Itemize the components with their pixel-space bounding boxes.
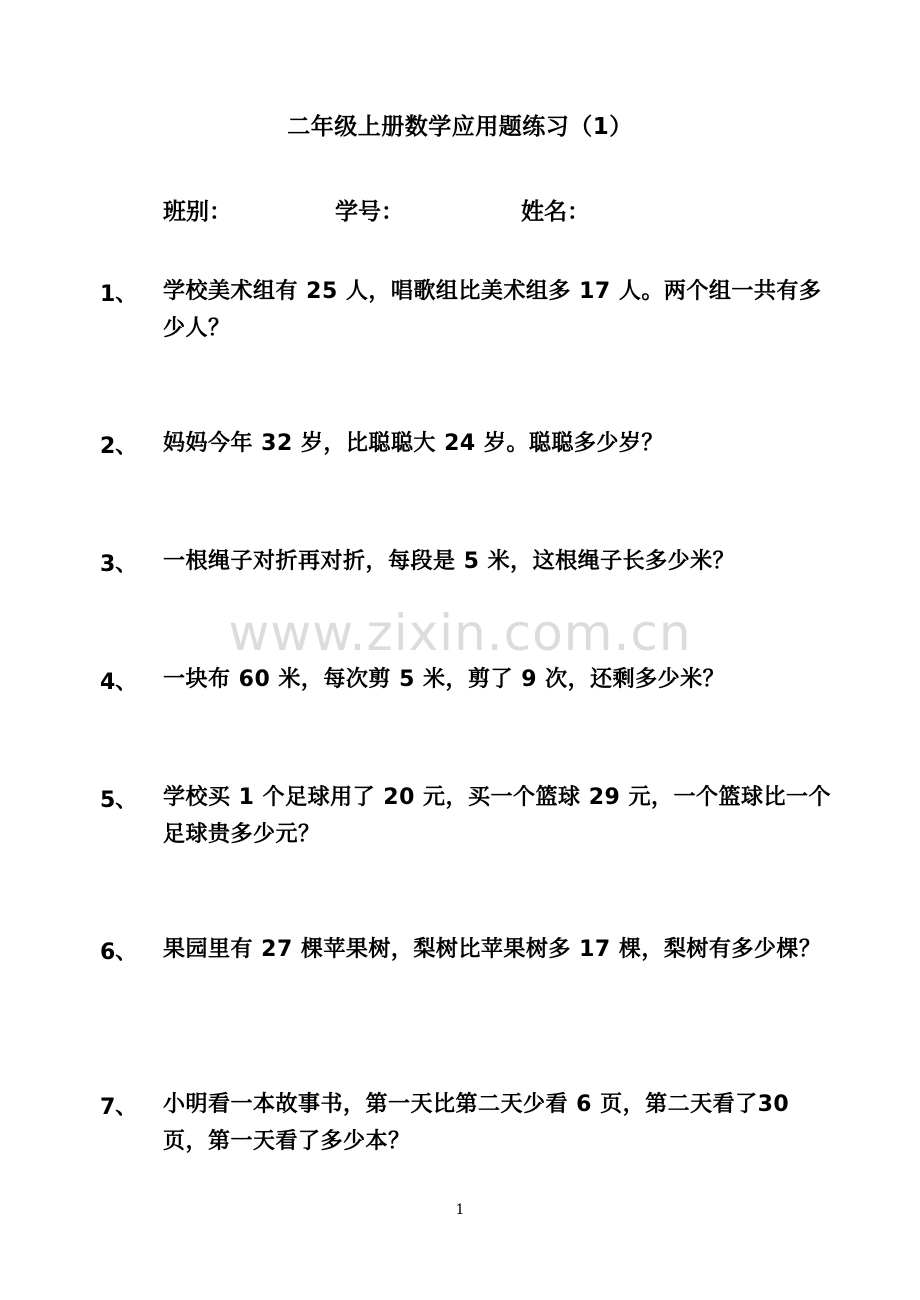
- question-text: 小明看一本故事书，第一天比第二天少看 6 页，第二天看了30 页，第一天看了多少本？: [163, 1092, 790, 1154]
- question-text: 一根绳子对折再对折，每段是 5 米，这根绳子长多少米？: [163, 549, 736, 574]
- question-number: 2、: [100, 434, 138, 459]
- question-number: 1、: [100, 282, 138, 307]
- question-number: 4、: [100, 670, 138, 695]
- question-text: 学校买 1 个足球用了 20 元，买一个篮球 29 元，一个篮球比一个足球贵多少元？: [163, 785, 831, 847]
- question-text: 妈妈今年 32 岁，比聪聪大 24 岁。聪聪多少岁？: [163, 431, 664, 456]
- watermark: www.zixin.com.cn: [228, 604, 692, 662]
- question-text: 一块布 60 米，每次剪 5 米，剪了 9 次，还剩多少米？: [163, 667, 726, 692]
- student-number-label: 学号：: [335, 199, 404, 225]
- name-label: 姓名：: [521, 199, 590, 225]
- question-number: 5、: [100, 788, 138, 813]
- class-label: 班别：: [163, 199, 232, 225]
- page-number: 1: [455, 1202, 465, 1218]
- question-number: 7、: [100, 1095, 138, 1120]
- question-number: 6、: [100, 940, 138, 965]
- question-text: 果园里有 27 棵苹果树，梨树比苹果树多 17 棵，梨树有多少棵？: [163, 937, 822, 962]
- page-title: 二年级上册数学应用题练习（1）: [287, 114, 633, 140]
- question-number: 3、: [100, 552, 138, 577]
- question-text: 学校美术组有 25 人，唱歌组比美术组多 17 人。两个组一共有多少人？: [163, 279, 822, 341]
